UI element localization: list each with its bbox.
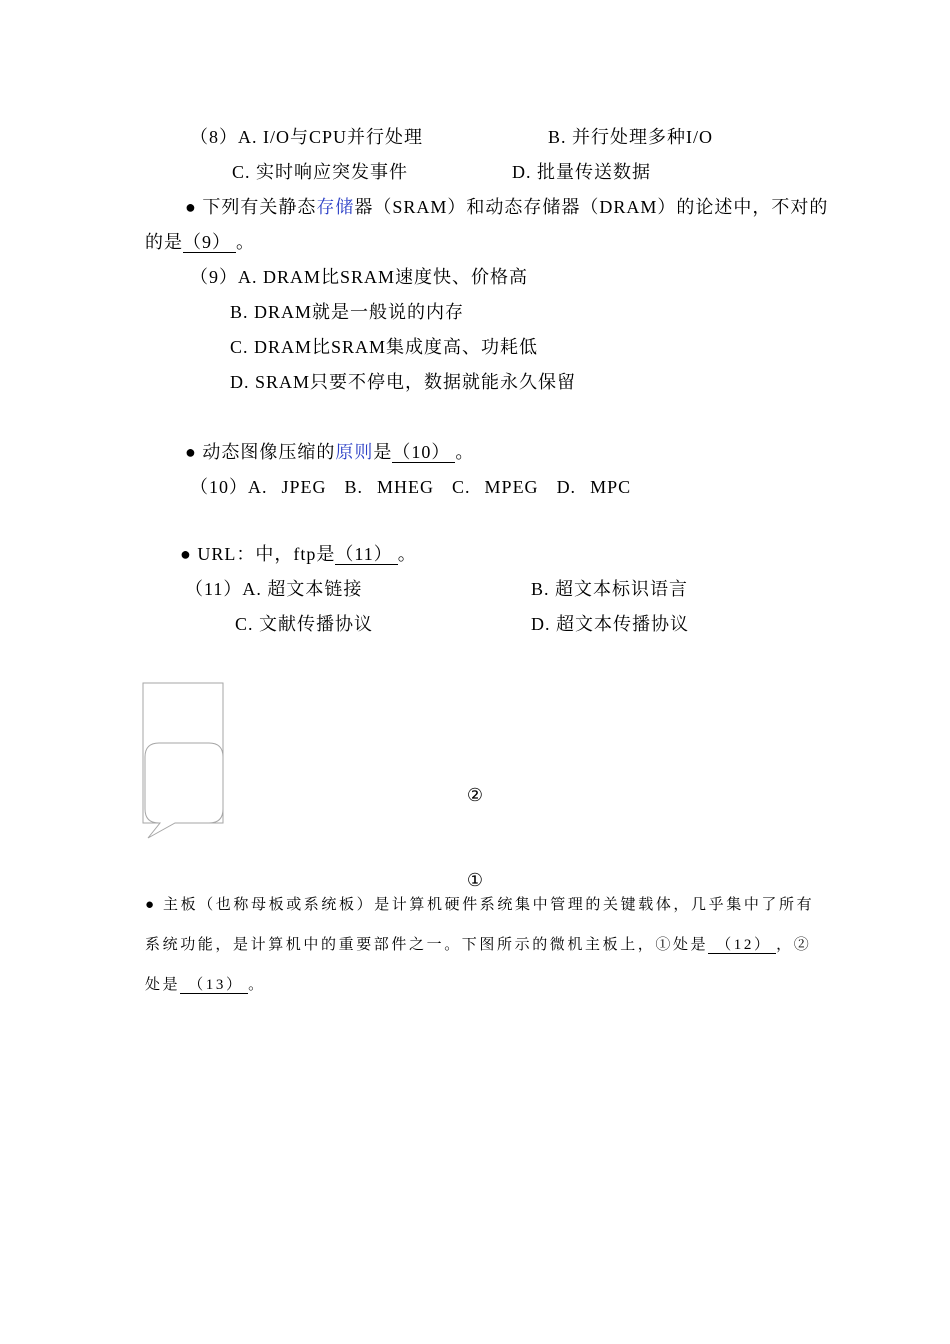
q8-option-a: （8）A. I/O与CPU并行处理	[190, 127, 424, 147]
q9-option-c: C. DRAM比SRAM集成度高、功耗低	[230, 337, 539, 357]
callout-figure	[140, 680, 230, 845]
q8-option-c: C. 实时响应突发事件	[232, 162, 409, 182]
q10-option-c-text: MPEG	[484, 477, 539, 497]
q10-option-d-text: MPC	[590, 477, 632, 497]
q13-stem-prefix: 处是	[145, 977, 181, 993]
speech-bubble-shape	[145, 743, 223, 838]
q12-stem-suffix: ，②	[776, 937, 812, 953]
q12-stem-line2	[145, 935, 811, 955]
q9-stem-line2	[145, 230, 255, 254]
q11-option-b: B. 超文本标识语言	[531, 579, 689, 599]
keyword-link-storage[interactable]: 存储	[316, 197, 355, 217]
q10-option-b-label: B.	[344, 477, 364, 497]
q11-answer-blank: （11）	[335, 544, 397, 565]
q9-answer-blank: （9）	[183, 232, 236, 253]
q10-option-d-label: D.	[556, 477, 577, 497]
q8-option-d: D. 批量传送数据	[512, 162, 651, 182]
q13-stem-line3	[145, 975, 266, 995]
q11-option-c: C. 文献传播协议	[235, 614, 374, 634]
q9-option-b: B. DRAM就是一般说的内存	[230, 302, 465, 322]
q9-option-d: D. SRAM只要不停电，数据就能永久保留	[230, 372, 577, 392]
q10-option-d	[557, 475, 632, 499]
q10-stem-intro: ● 动态图像压缩的	[185, 442, 336, 462]
q10-option-c	[452, 475, 539, 499]
q10-stem	[185, 440, 474, 464]
figure-marker-2: ②	[466, 785, 484, 805]
q9-stem-end: 。	[236, 232, 255, 252]
q10-stem-end: 。	[455, 442, 475, 462]
q13-stem-suffix: 。	[248, 977, 266, 993]
q12-answer-blank: （12）	[708, 937, 776, 954]
q10-answer-blank: （10）	[392, 442, 455, 463]
q9-stem-rest: 器（SRAM）和动态存储器（DRAM）的论述中，不对的	[354, 197, 829, 217]
q10-option-c-label: C.	[452, 477, 471, 497]
q10-option-b-text: MHEG	[377, 477, 435, 497]
q9-stem-prefix: 的是	[145, 232, 183, 252]
q9-option-a: （9）A. DRAM比SRAM速度快、价格高	[190, 267, 529, 287]
q11-option-d: D. 超文本传播协议	[531, 614, 689, 634]
q13-answer-blank: （13）	[180, 977, 248, 994]
q11-stem-text: ● URL：中，ftp是	[180, 544, 336, 564]
q10-option-a-label: （10）A.	[190, 477, 268, 497]
q9-stem-intro: ● 下列有关静态	[185, 197, 317, 217]
q10-option-a	[190, 475, 327, 499]
q11-stem	[180, 542, 417, 566]
q11-option-a: （11）A. 超文本链接	[185, 579, 363, 599]
q10-option-b	[345, 475, 435, 499]
q10-options	[190, 475, 649, 499]
q8-option-b: B. 并行处理多种I/O	[548, 127, 713, 147]
keyword-link-principle[interactable]: 原则	[335, 442, 374, 462]
q9-stem-line1	[185, 195, 828, 219]
q12-stem-line1: ● 主板（也称母板或系统板）是计算机硬件系统集中管理的关键载体，几乎集中了所有	[145, 897, 815, 913]
q12-stem-prefix: 系统功能，是计算机中的重要部件之一。下图所示的微机主板上，①处是	[145, 937, 709, 953]
figure-marker-1: ①	[466, 870, 484, 890]
q10-option-a-text: JPEG	[281, 477, 327, 497]
q11-stem-end: 。	[397, 544, 417, 564]
q10-stem-rest: 是	[373, 442, 393, 462]
